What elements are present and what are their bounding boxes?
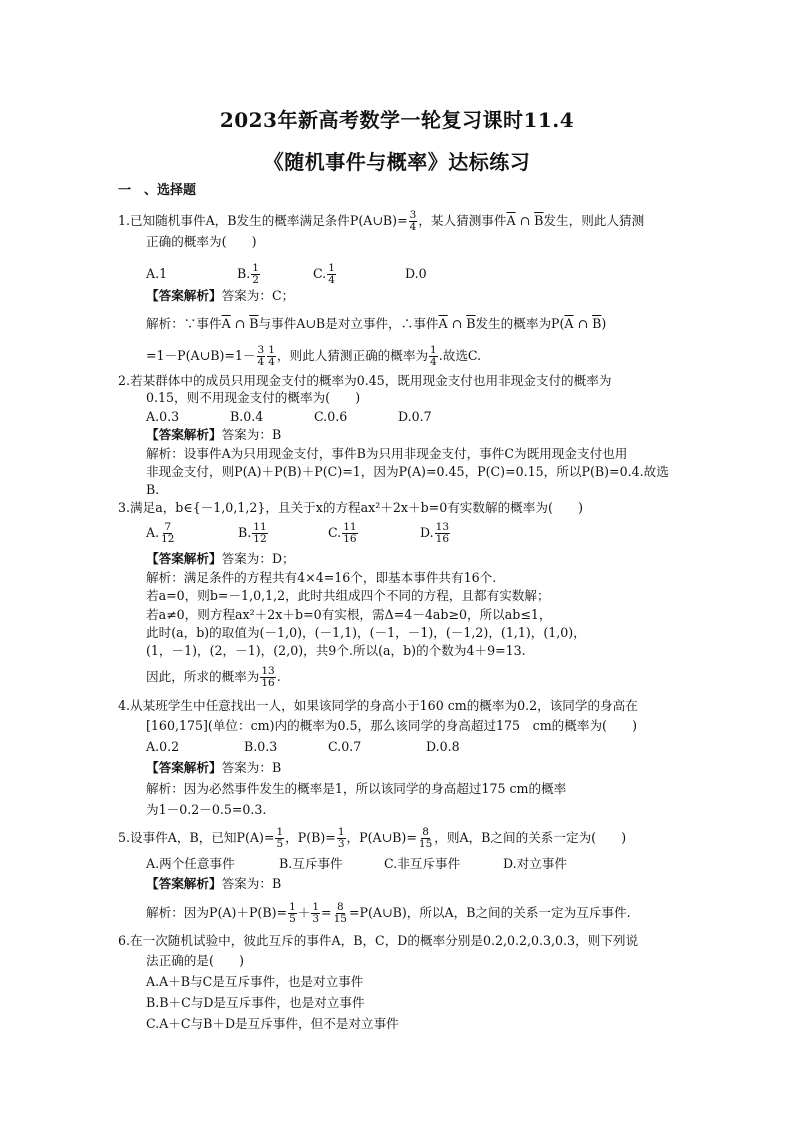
q3-explanation-line4: 此时(a，b)的取值为(－1,0)，(－1,1)，(－1，－1)，(－1,2)，(1,1)，(1,0)， <box>146 625 586 640</box>
q2-option-c: C.0.6 <box>314 409 348 424</box>
q5-answer: 【答案解析】答案为：B <box>146 876 282 891</box>
q1-options <box>146 263 427 286</box>
q5-options <box>146 855 567 873</box>
q1-stem-a: 1.已知随机事件A，B发生的概率满足条件P(A∪B)= <box>118 213 408 228</box>
q5-option-b: B.互斥事件 <box>279 856 343 871</box>
q2-answer: 【答案解析】答案为：B <box>146 427 282 442</box>
q6-option-c: C.A＋C与B＋D是互斥事件，但不是对立事件 <box>146 1016 399 1031</box>
q5-stem: 5.设事件A，B，已知P(A)= $\frac{1}{5}$ ，P(B)= $\frac{1}{3}$ ，P(A∪B)= $\frac{8}{15}$ ，则A，B之间的关系一定为( ) <box>118 826 627 850</box>
section-heading: 一 、选择题 <box>118 183 197 198</box>
q2-option-b: B.0.4 <box>230 409 264 424</box>
q4-stem-line1: 4.从某班学生中任意找出一人，如果该同学的身高小于160 cm的概率为0.2，该同学的身高在 <box>118 698 638 713</box>
q3-explanation-line6: 因此，所求的概率为 $\frac{13}{16}$ . <box>146 665 281 689</box>
q6-stem-line2: 法正确的是( ) <box>146 953 244 968</box>
q1-stem-c: 发生，则此人猜测 <box>543 213 645 228</box>
q4-answer: 【答案解析】答案为：B <box>146 760 282 775</box>
q2-explanation-line1: 解析：设事件A为只用现金支付，事件B为只用非现金支付，事件C为既用现金支付也用 <box>146 446 628 461</box>
q1-option-d: D.0 <box>405 266 427 281</box>
q3-explanation-line2: 若a=0，则b=－1,0,1,2，此时共组成四个不同的方程，且都有实数解； <box>146 588 550 603</box>
q2-options <box>146 408 432 426</box>
q4-option-a: A.0.2 <box>146 739 180 754</box>
q1-event-a-bar: $\overline{A}$ <box>506 213 516 228</box>
q6-option-b: B.B＋C与D是互斥事件，也是对立事件 <box>146 995 365 1010</box>
q3-explanation-line1: 解析：满足条件的方程共有4×4=16个，即基本事件共有16个. <box>146 570 497 585</box>
q1-explanation-line1: 解析：∵事件$\overline{A}$ ∩ $\overline{B}$与事件A∪B是对立事件，∴事件$\overline{A}$ ∩ $\overline{B}$发生的概率为$P(\overline{A}$ ∩ $\overline{B}$) <box>146 316 607 331</box>
q3-explanation-line5: (1，－1)，(2，－1)，(2,0)，共9个.所以(a，b)的个数为4＋9=13. <box>146 643 526 658</box>
q1-stem-line1: 1.已知随机事件A，B发生的概率满足条件P(A∪B)= $\frac{3}{4}$ ，某人猜测事件$\overline{A}$ ∩ $\overline{B}$发生，则此人猜测 <box>118 209 645 233</box>
q5-option-c: C.非互斥事件 <box>384 856 461 871</box>
q4-explanation-line1: 解析：因为必然事件发生的概率是1，所以该同学的身高超过175 cm的概率 <box>146 781 567 796</box>
q4-options <box>146 738 460 756</box>
q4-explanation-line2: 为1－0.2－0.5=0.3. <box>146 802 267 817</box>
q4-stem-line2: [160,175](单位：cm)内的概率为0.5，那么该同学的身高超过175 cm的概率为( ) <box>146 718 638 733</box>
q5-explanation: 解析：因为P(A)＋P(B)= $\frac{1}{5}$ ＋ $\frac{1}{3}$ = $\frac{8}{15}$ =P(A∪B)，所以A，B之间的关系一定为互斥事件. <box>146 901 631 925</box>
page-title: 2023年新高考数学一轮复习课时11.4 <box>219 108 575 132</box>
q3-option-c: C. $\frac{11}{16}$ <box>328 521 357 545</box>
q4-option-b: B.0.3 <box>244 739 278 754</box>
q4-option-d: D.0.8 <box>426 739 460 754</box>
page-subtitle: 《随机事件与概率》达标练习 <box>263 150 531 174</box>
q5-option-d: D.对立事件 <box>503 856 568 871</box>
q2-option-a: A.0.3 <box>146 409 180 424</box>
q3-options <box>146 522 451 545</box>
q1-option-a: A.1 <box>146 266 168 281</box>
q3-option-b: B. $\frac{11}{12}$ <box>238 521 267 545</box>
q1-answer: 【答案解析】答案为：C； <box>146 288 295 303</box>
q2-option-d: D.0.7 <box>398 409 432 424</box>
q2-stem-line2: 0.15，则不用现金支付的概率为( ) <box>146 390 361 405</box>
q3-explanation-line3: 若a≠0，则方程ax²＋2x＋b=0有实根，需Δ=4－4ab≥0，所以ab≤1， <box>146 607 552 622</box>
q1-stem-line2: 正确的概率为( ) <box>146 234 257 249</box>
q3-option-d: D. $\frac{13}{16}$ <box>420 521 450 545</box>
q1-option-b: B. $\frac{1}{2}$ <box>237 262 259 286</box>
q6-stem-line1: 6.在一次随机试验中，彼此互斥的事件A，B，C，D的概率分别是0.2,0.2,0.3,0.3，则下列说 <box>118 933 639 948</box>
q1-explanation-line2: =1－P(A∪B)=1－ $\frac{3}{4}$ $\frac{1}{4}$ ，则此人猜测正确的概率为 $\frac{1}{4}$ .故选C. <box>146 344 482 368</box>
q1-event-b-bar: $\overline{B}$ <box>534 213 544 228</box>
q1-fraction: $\frac{3}{4}$ <box>409 209 417 233</box>
q3-answer: 【答案解析】答案为：D； <box>146 551 295 566</box>
q3-stem: 3.满足a，b∈{－1,0,1,2}，且关于x的方程ax²＋2x＋b=0有实数解的概率为( ) <box>118 500 583 515</box>
q6-option-a: A.A＋B与C是互斥事件，也是对立事件 <box>146 974 364 989</box>
q3-option-a: A. $\frac{7}{12}$ <box>146 521 175 545</box>
q2-explanation-line2: 非现金支付，则P(A)＋P(B)＋P(C)=1，因为P(A)=0.45，P(C)=0.15，所以P(B)=0.4.故选 <box>146 464 669 479</box>
q4-option-c: C.0.7 <box>328 739 362 754</box>
q5-option-a: A.两个任意事件 <box>146 856 235 871</box>
q1-stem-b: ，某人猜测事件 <box>418 213 507 228</box>
q1-option-c: C. $\frac{1}{4}$ <box>313 262 335 286</box>
q2-explanation-line3: B. <box>146 482 160 497</box>
q2-stem-line1: 2.若某群体中的成员只用现金支付的概率为0.45，既用现金支付也用非现金支付的概率为 <box>118 373 612 388</box>
